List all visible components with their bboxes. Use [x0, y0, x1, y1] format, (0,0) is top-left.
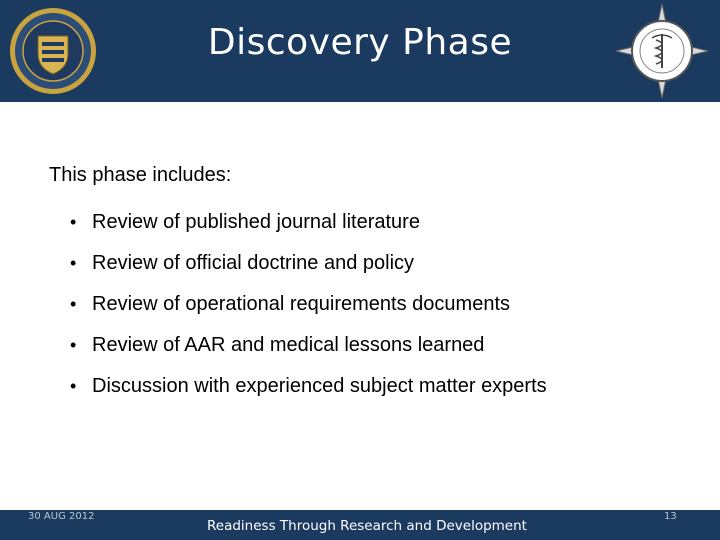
- bullet-item: [70, 202, 547, 243]
- page-number: 13: [664, 511, 677, 522]
- bullet-item: [70, 243, 547, 284]
- bullet-item: [70, 366, 547, 407]
- bullet-text: Review of official doctrine and policy: [92, 252, 415, 274]
- bullet-text: Review of published journal literature: [92, 211, 420, 233]
- bullet-item: [70, 325, 547, 366]
- footer-tagline: Readiness Through Research and Development: [207, 518, 527, 534]
- bullet-icon: •: [70, 253, 77, 273]
- bullet-icon: •: [70, 335, 77, 355]
- slide-body: [0, 102, 720, 510]
- slide-title: Discovery Phase: [207, 22, 513, 63]
- bullet-icon: •: [70, 294, 77, 314]
- bullet-item: [70, 284, 547, 325]
- bullet-list: [70, 202, 547, 407]
- bullet-text: Review of AAR and medical lessons learned: [92, 334, 485, 356]
- bullet-icon: •: [70, 376, 77, 396]
- slide-header: [0, 0, 720, 102]
- bullet-text: Review of operational requirements documents: [92, 293, 510, 315]
- footer-date: 30 AUG 2012: [28, 511, 95, 522]
- bullet-text: Discussion with experienced subject matter experts: [92, 375, 547, 397]
- seal-emblem-logo: [8, 6, 98, 96]
- intro-text: This phase includes:: [49, 164, 232, 186]
- compass-medical-seal-logo: [612, 2, 712, 100]
- bullet-icon: •: [70, 212, 77, 232]
- slide-footer: [0, 510, 720, 540]
